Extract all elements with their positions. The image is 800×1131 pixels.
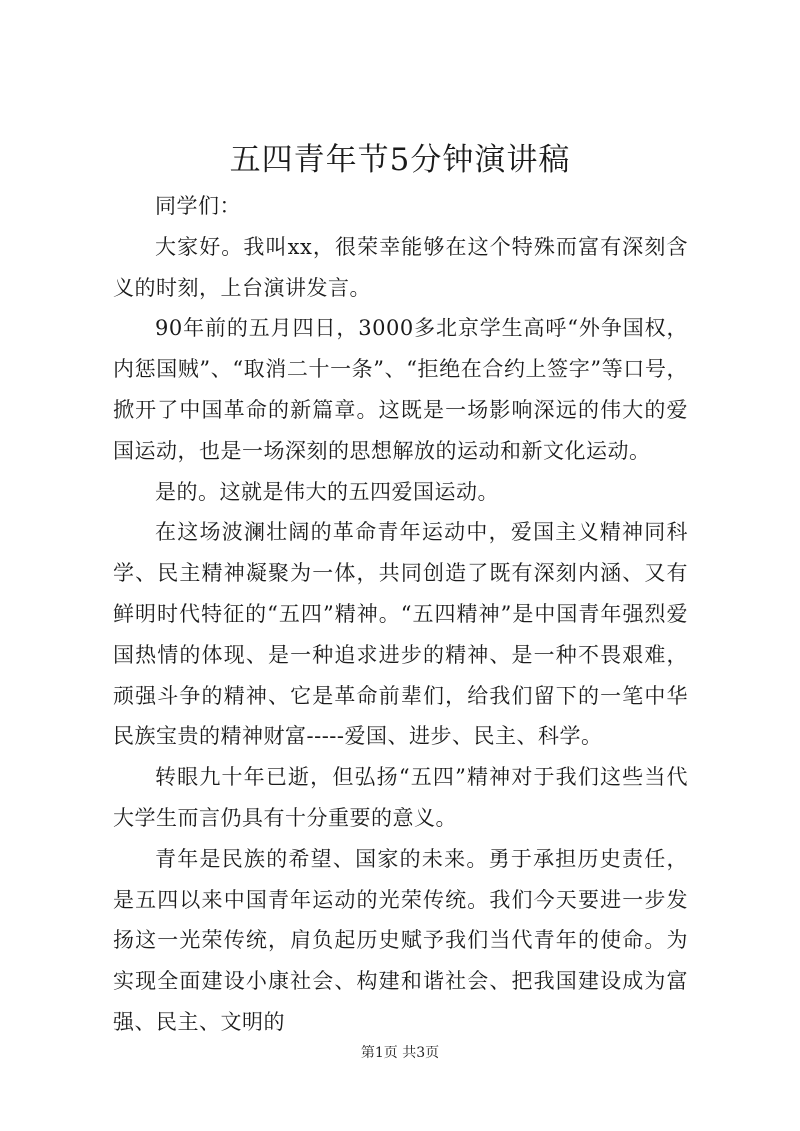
paragraph-significance: 转眼九十年已逝，但弘扬“五四”精神对于我们这些当代大学生而言仍具有十分重要的意义。 [113, 765, 688, 830]
document-title: 五四青年节5分钟演讲稿 [229, 142, 571, 178]
paragraph-affirmation: 是的。这就是伟大的五四爱国运动。 [155, 479, 499, 504]
paragraph-greeting: 同学们： [155, 194, 241, 218]
paragraph-history: 90年前的五月四日，3000多北京学生高呼“外争国权，内惩国贼”、“取消二十一条”、“拒绝在合约上签字”等口号，掀开了中国革命的新篇章。这既是一场影响深远的伟大的爱国运动，也是一场深刻的思想解放的运动和新文化运动。 [113, 316, 688, 463]
page-footer: 第1页 共3页 [360, 1045, 440, 1061]
paragraph-intro: 大家好。我叫xx，很荣幸能够在这个特殊而富有深刻含义的时刻，上台演讲发言。 [113, 234, 688, 300]
paragraph-youth: 青年是民族的希望、国家的未来。勇于承担历史责任，是五四以来中国青年运动的光荣传统。我们今天要进一步发扬这一光荣传统，肩负起历史赋予我们当代青年的使命。为实现全面建设小康社会、构建和谐社会、把我国建设成为富强、民主、文明的 [113, 846, 688, 1034]
paragraph-spirit: 在这场波澜壮阔的革命青年运动中，爱国主义精神同科学、民主精神凝聚为一体，共同创造了既有深刻内涵、又有鲜明时代特征的“五四”精神。“五四精神”是中国青年强烈爱国热情的体现、是一种追求进步的精神、是一种不畏艰难，顽强斗争的精神、它是革命前辈们，给我们留下的一笔中华民族宝贵的精神财富-----爱国、进步、民主、科学。 [113, 520, 688, 749]
document-body [113, 186, 688, 1043]
